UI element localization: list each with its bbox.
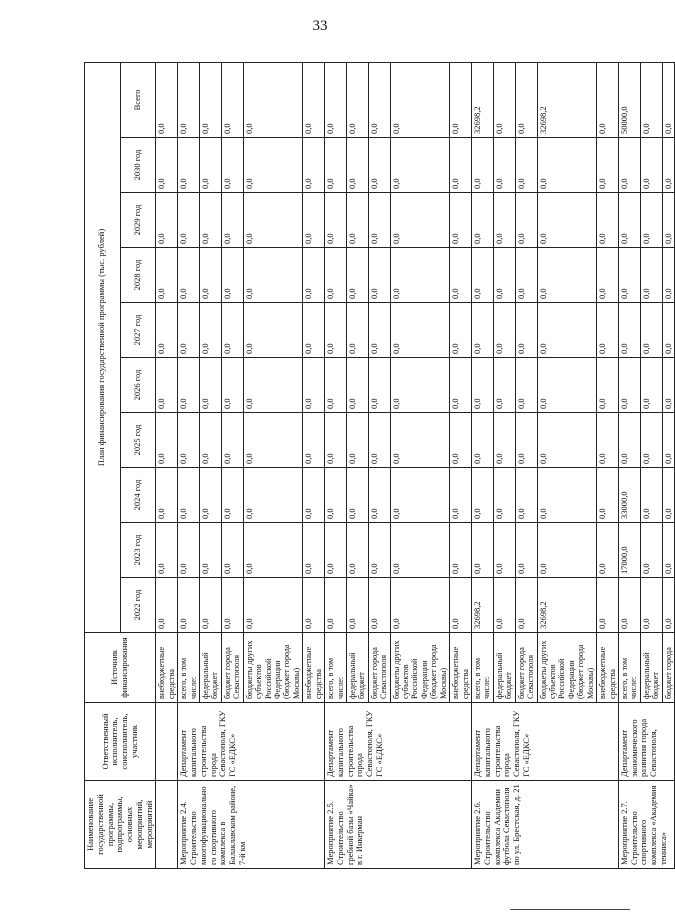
amount-cell: 0,0: [221, 303, 243, 358]
amount-cell: 0,0: [597, 138, 619, 193]
amount-cell: 0,0: [618, 578, 640, 633]
amount-cell: 0,0: [200, 62, 222, 137]
measure-name: Мероприятие 2.5. Строительство гребной базы «Чайка» в г. Инкерман: [325, 781, 472, 869]
amount-cell: 0,0: [346, 193, 368, 248]
funding-source: федеральный бюджет: [346, 633, 368, 703]
header-responsible: Ответственный исполнитель, соисполнитель, участник: [85, 703, 156, 781]
amount-cell: 0,0: [156, 523, 178, 578]
amount-cell: 0,0: [450, 193, 472, 248]
amount-cell: 0,0: [662, 193, 675, 248]
amount-cell: 0,0: [618, 358, 640, 413]
amount-cell: 0,0: [325, 303, 347, 358]
measure-name: [156, 781, 178, 869]
funding-source: всего, в том числе:: [618, 633, 640, 703]
amount-cell: 0,0: [243, 303, 303, 358]
amount-cell: 33000,0: [618, 468, 640, 523]
header-year: 2023 год: [120, 523, 156, 578]
amount-cell: 0,0: [450, 303, 472, 358]
amount-cell: 0,0: [662, 62, 675, 137]
rotated-table-wrapper: [84, 63, 673, 869]
amount-cell: 0,0: [303, 358, 325, 413]
amount-cell: 0,0: [515, 413, 537, 468]
amount-cell: 0,0: [662, 523, 675, 578]
header-name: Наименование государственной программы, подпрограммы, основных мероприятий, мероприятий: [85, 781, 156, 869]
amount-cell: 0,0: [346, 138, 368, 193]
table-row: [325, 62, 347, 868]
amount-cell: 0,0: [597, 248, 619, 303]
header-year: 2027 год: [120, 303, 156, 358]
amount-cell: 0,0: [368, 358, 390, 413]
amount-cell: 0,0: [221, 248, 243, 303]
amount-cell: 0,0: [368, 413, 390, 468]
amount-cell: 0,0: [515, 303, 537, 358]
amount-cell: 0,0: [346, 523, 368, 578]
amount-cell: 0,0: [325, 138, 347, 193]
table-row: [472, 62, 494, 868]
amount-cell: 0,0: [640, 358, 662, 413]
amount-cell: 0,0: [346, 358, 368, 413]
amount-cell: 0,0: [346, 578, 368, 633]
amount-cell: 0,0: [178, 413, 200, 468]
amount-cell: 0,0: [346, 413, 368, 468]
amount-cell: 0,0: [243, 468, 303, 523]
amount-cell: 0,0: [493, 358, 515, 413]
amount-cell: 0,0: [156, 358, 178, 413]
amount-cell: 0,0: [472, 248, 494, 303]
amount-cell: 0,0: [156, 413, 178, 468]
amount-cell: 0,0: [368, 578, 390, 633]
amount-cell: 0,0: [156, 193, 178, 248]
amount-cell: 0,0: [537, 303, 597, 358]
amount-cell: 17000,0: [618, 523, 640, 578]
funding-source: бюджеты других субъектов Российской Федерации (бюджет города Москвы): [537, 633, 597, 703]
amount-cell: 0,0: [493, 578, 515, 633]
amount-cell: 0,0: [200, 578, 222, 633]
amount-cell: 0,0: [640, 193, 662, 248]
amount-cell: 0,0: [640, 62, 662, 137]
header-year: Всего: [120, 62, 156, 137]
header-year: 2024 год: [120, 468, 156, 523]
amount-cell: 0,0: [200, 468, 222, 523]
amount-cell: 0,0: [493, 413, 515, 468]
amount-cell: 0,0: [537, 138, 597, 193]
amount-cell: 0,0: [640, 138, 662, 193]
amount-cell: 0,0: [662, 138, 675, 193]
header-plan: План финансирования государственной программы (тыс. рублей): [85, 62, 121, 632]
funding-source: федеральный бюджет: [640, 633, 662, 703]
table-row: [156, 62, 178, 868]
amount-cell: 0,0: [325, 358, 347, 413]
amount-cell: 0,0: [243, 578, 303, 633]
amount-cell: 0,0: [368, 138, 390, 193]
amount-cell: 0,0: [450, 523, 472, 578]
amount-cell: 0,0: [325, 193, 347, 248]
funding-source: бюджеты других субъектов Российской Федерации (бюджет города Москвы): [243, 633, 303, 703]
amount-cell: 0,0: [472, 193, 494, 248]
amount-cell: 0,0: [390, 138, 450, 193]
amount-cell: 0,0: [662, 578, 675, 633]
amount-cell: 0,0: [390, 578, 450, 633]
amount-cell: 0,0: [515, 468, 537, 523]
amount-cell: 0,0: [515, 578, 537, 633]
amount-cell: 0,0: [368, 193, 390, 248]
header-year: 2029 год: [120, 193, 156, 248]
amount-cell: 0,0: [200, 193, 222, 248]
amount-cell: 0,0: [178, 62, 200, 137]
amount-cell: 0,0: [597, 578, 619, 633]
amount-cell: 0,0: [325, 468, 347, 523]
amount-cell: 0,0: [200, 523, 222, 578]
amount-cell: 0,0: [515, 62, 537, 137]
amount-cell: 0,0: [325, 523, 347, 578]
funding-source: внебюджетные средства: [156, 633, 178, 703]
amount-cell: 0,0: [640, 413, 662, 468]
amount-cell: 0,0: [178, 138, 200, 193]
amount-cell: 0,0: [221, 523, 243, 578]
amount-cell: 0,0: [156, 578, 178, 633]
amount-cell: 0,0: [450, 468, 472, 523]
amount-cell: 0,0: [537, 193, 597, 248]
amount-cell: 0,0: [303, 303, 325, 358]
funding-source: бюджет города Севастополя: [515, 633, 537, 703]
amount-cell: 0,0: [243, 138, 303, 193]
amount-cell: 0,0: [597, 193, 619, 248]
amount-cell: 32698,2: [537, 62, 597, 137]
amount-cell: 0,0: [640, 523, 662, 578]
amount-cell: 0,0: [618, 193, 640, 248]
amount-cell: 0,0: [178, 248, 200, 303]
amount-cell: 0,0: [450, 358, 472, 413]
amount-cell: 50000,0: [618, 62, 640, 137]
amount-cell: 0,0: [515, 358, 537, 413]
funding-source: внебюджетные средства: [303, 633, 325, 703]
header-year: 2030 год: [120, 138, 156, 193]
amount-cell: 0,0: [200, 413, 222, 468]
amount-cell: 0,0: [640, 468, 662, 523]
funding-source: внебюджетные средства: [597, 633, 619, 703]
amount-cell: 0,0: [597, 413, 619, 468]
amount-cell: 0,0: [597, 303, 619, 358]
amount-cell: 0,0: [597, 62, 619, 137]
amount-cell: 0,0: [597, 358, 619, 413]
amount-cell: 0,0: [221, 468, 243, 523]
amount-cell: 0,0: [515, 248, 537, 303]
amount-cell: 0,0: [472, 358, 494, 413]
amount-cell: 0,0: [618, 248, 640, 303]
header-year: 2025 год: [120, 413, 156, 468]
amount-cell: 0,0: [390, 193, 450, 248]
amount-cell: 0,0: [346, 248, 368, 303]
amount-cell: 0,0: [178, 303, 200, 358]
responsible-executor: Департамент капитального строительства города Севастополя, ГКУ ГС «ЕДКС»: [178, 703, 325, 781]
funding-source: бюджеты других субъектов Российской Федерации (бюджет города Москвы): [390, 633, 450, 703]
funding-source: всего, в том числе:: [472, 633, 494, 703]
amount-cell: 0,0: [618, 138, 640, 193]
amount-cell: 0,0: [390, 523, 450, 578]
amount-cell: 32698,2: [472, 62, 494, 137]
amount-cell: 0,0: [493, 303, 515, 358]
amount-cell: 0,0: [640, 578, 662, 633]
amount-cell: 0,0: [537, 358, 597, 413]
amount-cell: 0,0: [662, 248, 675, 303]
amount-cell: 0,0: [493, 138, 515, 193]
responsible-executor: Департамент капитального строительства города Севастополя, ГКУ ГС «ЕДКС»: [325, 703, 472, 781]
header-year: 2028 год: [120, 248, 156, 303]
amount-cell: 0,0: [618, 303, 640, 358]
amount-cell: 0,0: [390, 62, 450, 137]
amount-cell: 0,0: [221, 138, 243, 193]
amount-cell: 0,0: [346, 303, 368, 358]
amount-cell: 0,0: [662, 468, 675, 523]
funding-source: бюджет города Севастополя: [221, 633, 243, 703]
amount-cell: 0,0: [537, 413, 597, 468]
amount-cell: 32698,2: [537, 578, 597, 633]
amount-cell: 0,0: [178, 523, 200, 578]
amount-cell: 0,0: [325, 62, 347, 137]
amount-cell: 0,0: [156, 303, 178, 358]
amount-cell: 0,0: [472, 523, 494, 578]
amount-cell: 0,0: [243, 358, 303, 413]
amount-cell: 0,0: [178, 358, 200, 413]
amount-cell: 0,0: [662, 303, 675, 358]
header-source: Источник финансирования: [85, 633, 156, 703]
amount-cell: 0,0: [662, 358, 675, 413]
funding-source: федеральный бюджет: [200, 633, 222, 703]
amount-cell: 0,0: [303, 413, 325, 468]
amount-cell: 0,0: [346, 468, 368, 523]
amount-cell: 0,0: [472, 138, 494, 193]
amount-cell: 0,0: [200, 248, 222, 303]
funding-source: внебюджетные средства: [450, 633, 472, 703]
table-body: [156, 62, 675, 868]
amount-cell: 0,0: [303, 468, 325, 523]
amount-cell: 0,0: [390, 358, 450, 413]
table-header: [85, 62, 156, 868]
amount-cell: 0,0: [493, 62, 515, 137]
responsible-executor: Департамент экономического развития города Севастополя,: [618, 703, 674, 781]
measure-name: Мероприятие 2.6. Строительство комплекса Академии футбола Севастополя по ул. Брестская, д. 21: [472, 781, 619, 869]
funding-source: федеральный бюджет: [493, 633, 515, 703]
measure-name: Мероприятие 2.7. Строительство спортивного комплекса «Академия тенниса»: [618, 781, 674, 869]
funding-source: всего, в том числе:: [325, 633, 347, 703]
amount-cell: 0,0: [325, 413, 347, 468]
funding-source: всего, в том числе:: [178, 633, 200, 703]
amount-cell: 0,0: [493, 523, 515, 578]
amount-cell: 0,0: [472, 413, 494, 468]
amount-cell: 0,0: [156, 248, 178, 303]
amount-cell: 0,0: [450, 62, 472, 137]
amount-cell: 0,0: [493, 468, 515, 523]
amount-cell: 0,0: [156, 62, 178, 137]
amount-cell: 0,0: [450, 248, 472, 303]
responsible-executor: Департамент капитального строительства города Севастополя, ГКУ ГС «ЕДКС»: [472, 703, 619, 781]
amount-cell: 0,0: [243, 248, 303, 303]
amount-cell: 0,0: [493, 248, 515, 303]
table-row: [618, 62, 640, 868]
amount-cell: 0,0: [325, 578, 347, 633]
amount-cell: 0,0: [597, 523, 619, 578]
amount-cell: 32698,2: [472, 578, 494, 633]
amount-cell: 0,0: [303, 193, 325, 248]
amount-cell: 0,0: [640, 248, 662, 303]
amount-cell: 0,0: [368, 523, 390, 578]
amount-cell: 0,0: [368, 303, 390, 358]
amount-cell: 0,0: [368, 468, 390, 523]
amount-cell: 0,0: [221, 358, 243, 413]
amount-cell: 0,0: [243, 62, 303, 137]
amount-cell: 0,0: [221, 62, 243, 137]
amount-cell: 0,0: [390, 303, 450, 358]
amount-cell: 0,0: [390, 468, 450, 523]
amount-cell: 0,0: [450, 578, 472, 633]
amount-cell: 0,0: [221, 193, 243, 248]
amount-cell: 0,0: [303, 138, 325, 193]
amount-cell: 0,0: [303, 523, 325, 578]
amount-cell: 0,0: [178, 468, 200, 523]
amount-cell: 0,0: [450, 138, 472, 193]
amount-cell: 0,0: [200, 138, 222, 193]
amount-cell: 0,0: [618, 413, 640, 468]
amount-cell: 0,0: [640, 303, 662, 358]
amount-cell: 0,0: [537, 248, 597, 303]
amount-cell: 0,0: [515, 523, 537, 578]
funding-source: бюджет города Севастополя: [368, 633, 390, 703]
amount-cell: 0,0: [200, 303, 222, 358]
amount-cell: 0,0: [346, 62, 368, 137]
header-year: 2022 год: [120, 578, 156, 633]
amount-cell: 0,0: [597, 468, 619, 523]
amount-cell: 0,0: [472, 468, 494, 523]
amount-cell: 0,0: [662, 413, 675, 468]
page-number: 33: [312, 18, 328, 34]
funding-source: бюджет города: [662, 633, 675, 703]
amount-cell: 0,0: [390, 248, 450, 303]
amount-cell: 0,0: [156, 468, 178, 523]
amount-cell: 0,0: [221, 413, 243, 468]
footer-rule: [510, 909, 630, 910]
amount-cell: 0,0: [221, 578, 243, 633]
amount-cell: 0,0: [178, 578, 200, 633]
amount-cell: 0,0: [472, 303, 494, 358]
amount-cell: 0,0: [493, 193, 515, 248]
amount-cell: 0,0: [156, 138, 178, 193]
amount-cell: 0,0: [368, 248, 390, 303]
amount-cell: 0,0: [178, 193, 200, 248]
measure-name: Мероприятие 2.4. Строительство многофункционального спортивного комплекса в Балаклавском районе, 7-й км: [178, 781, 325, 869]
amount-cell: 0,0: [390, 413, 450, 468]
financing-table: [84, 62, 675, 869]
amount-cell: 0,0: [303, 62, 325, 137]
table-row: [178, 62, 200, 868]
amount-cell: 0,0: [243, 193, 303, 248]
amount-cell: 0,0: [303, 578, 325, 633]
amount-cell: 0,0: [515, 193, 537, 248]
amount-cell: 0,0: [243, 413, 303, 468]
amount-cell: 0,0: [325, 248, 347, 303]
amount-cell: 0,0: [537, 523, 597, 578]
amount-cell: 0,0: [303, 248, 325, 303]
amount-cell: 0,0: [450, 413, 472, 468]
amount-cell: 0,0: [368, 62, 390, 137]
amount-cell: 0,0: [200, 358, 222, 413]
header-year: 2026 год: [120, 358, 156, 413]
amount-cell: 0,0: [515, 138, 537, 193]
amount-cell: 0,0: [243, 523, 303, 578]
amount-cell: 0,0: [537, 468, 597, 523]
responsible-executor: [156, 703, 178, 781]
